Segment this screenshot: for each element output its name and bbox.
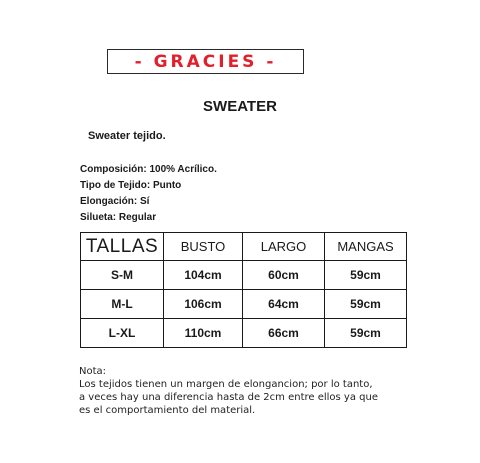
sleeves-cell: 59cm [325, 261, 407, 290]
note [79, 365, 378, 417]
spec-list [80, 162, 217, 226]
size-cell: L-XL [81, 319, 164, 348]
note-line: Los tejidos tienen un margen de elongancion; por lo tanto, [79, 379, 373, 390]
sleeves-cell: 59cm [325, 290, 407, 319]
spec-fabric-type: Tipo de Tejido: Punto [80, 180, 182, 191]
header-length: LARGO [243, 233, 325, 261]
brand-logo: - GRACIES - [134, 51, 277, 72]
bust-cell: 110cm [164, 319, 243, 348]
length-cell: 64cm [243, 290, 325, 319]
note-heading: Nota: [79, 366, 107, 377]
header-bust: BUSTO [164, 233, 243, 261]
product-description: Sweater tejido. [88, 130, 166, 142]
sleeves-cell: 59cm [325, 319, 407, 348]
size-cell: S-M [81, 261, 164, 290]
length-cell: 66cm [243, 319, 325, 348]
note-line: es el comportamiento del material. [79, 405, 256, 416]
spec-elongation: Elongación: Sí [80, 196, 150, 207]
bust-cell: 106cm [164, 290, 243, 319]
bust-cell: 104cm [164, 261, 243, 290]
table-row [81, 261, 407, 290]
table-row [81, 319, 407, 348]
spec-silhouette: Silueta: Regular [80, 212, 157, 223]
spec-composition: Composición: 100% Acrílico. [80, 164, 217, 175]
header-sizes: TALLAS [81, 233, 164, 261]
length-cell: 60cm [243, 261, 325, 290]
product-title: SWEATER [203, 98, 277, 115]
size-table [80, 232, 407, 348]
table-row [81, 290, 407, 319]
brand-logo-box [107, 49, 304, 74]
size-cell: M-L [81, 290, 164, 319]
table-header-row [81, 233, 407, 261]
header-sleeves: MANGAS [325, 233, 407, 261]
note-line: a veces hay una diferencia hasta de 2cm entre ellos ya que [79, 392, 378, 403]
